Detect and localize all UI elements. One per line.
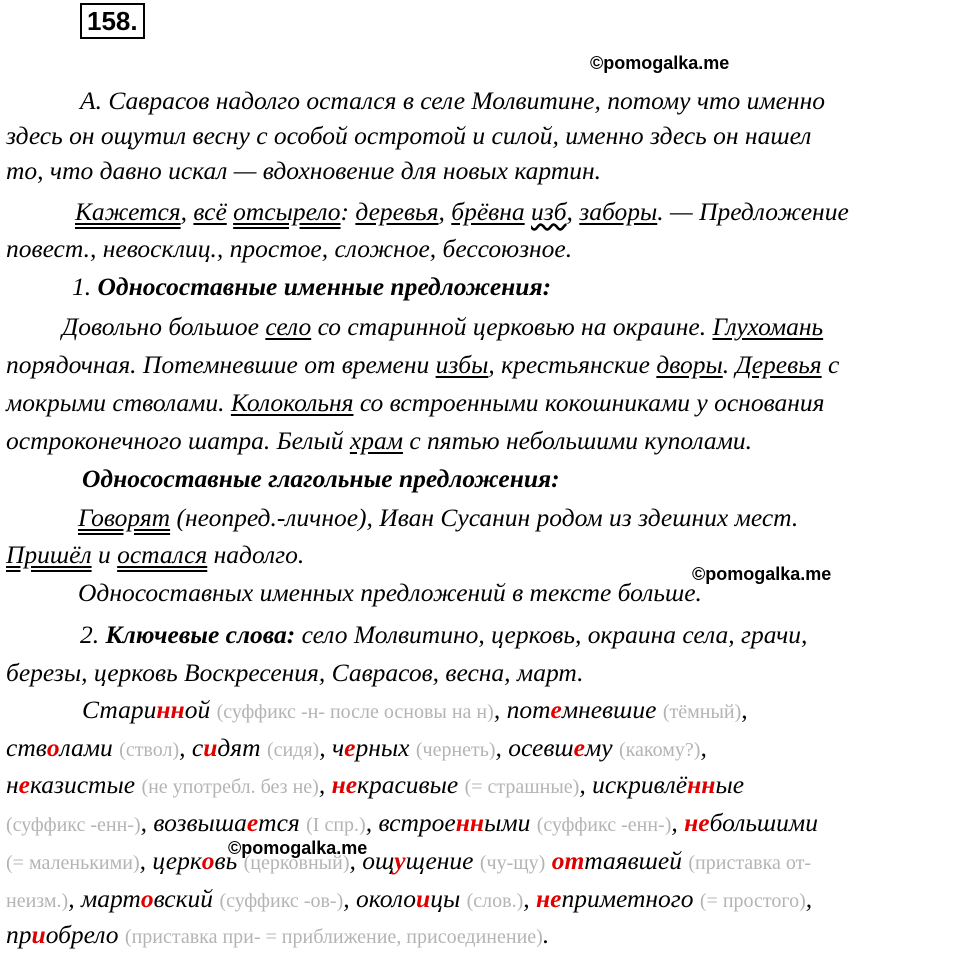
text-line: [72, 272, 946, 302]
text-line: [6, 156, 946, 186]
text-segment: ,: [180, 197, 194, 226]
text-line: [75, 197, 946, 227]
text-segment: му: [585, 733, 619, 762]
highlighted-letter: нн: [156, 695, 185, 724]
text-segment: ств: [6, 733, 47, 762]
text-line: [80, 86, 946, 116]
text-line: [6, 121, 946, 151]
text-segment: , пот: [493, 695, 551, 724]
highlighted-letter: е: [573, 733, 585, 762]
text-segment: и: [91, 540, 118, 569]
text-line: [80, 620, 946, 650]
text-segment: цы: [430, 884, 467, 913]
text-line: [6, 920, 946, 952]
text-segment: , с: [179, 733, 204, 762]
text-line: [6, 234, 946, 264]
highlighted-letter: не: [331, 770, 358, 799]
highlighted-letter: не: [684, 808, 710, 837]
text-segment: брёвна: [451, 197, 525, 226]
text-segment: .: [542, 920, 550, 949]
text-segment: с: [821, 350, 840, 379]
text-segment: Односоставных именных предложений в тексте больше.: [78, 578, 702, 607]
text-line: [6, 846, 946, 878]
text-segment: ,: [523, 884, 536, 913]
text-segment: остался: [117, 540, 208, 569]
text-line: [6, 884, 946, 916]
text-line: [82, 464, 946, 494]
note-text: (сидя): [266, 739, 320, 761]
text-line: [82, 695, 946, 727]
note-text: (церковный): [243, 852, 350, 874]
text-segment: А. Саврасов надолго остался в селе Молвитине, потому что именно: [80, 86, 825, 115]
text-segment: вский: [153, 884, 220, 913]
note-text: (какому?): [618, 739, 701, 761]
text-segment: , около: [343, 884, 417, 913]
text-segment: ,: [438, 197, 452, 226]
highlighted-letter: от: [551, 846, 585, 875]
text-segment: , церк: [139, 846, 202, 875]
text-segment: с пятью небольшими куполами.: [402, 426, 753, 455]
highlighted-letter: е: [246, 808, 259, 837]
text-segment: Односоставные глагольные предложения:: [82, 464, 560, 493]
text-segment: тся: [258, 808, 307, 837]
note-text: (суффикс -енн-): [6, 814, 141, 836]
text-segment: , крестьянские: [488, 350, 657, 379]
note-text: (= маленькими): [6, 852, 140, 874]
text-segment: со старинной церковью на окраине.: [311, 312, 713, 341]
highlighted-letter: о: [46, 733, 60, 762]
note-text: (суффикс -енн-): [536, 814, 672, 836]
text-segment: , возвыша: [140, 808, 247, 837]
text-line: [6, 540, 946, 570]
text-segment: н: [6, 770, 19, 799]
text-line: [78, 503, 946, 533]
note-text: (суффикс -ов-): [219, 890, 344, 912]
text-segment: :: [340, 197, 356, 226]
highlighted-letter: не: [535, 884, 562, 913]
highlighted-letter: и: [203, 733, 218, 762]
text-segment: всё: [193, 197, 227, 226]
note-text: (= простого): [699, 890, 806, 912]
text-segment: мокрыми стволами.: [6, 388, 231, 417]
text-segment: красивые: [357, 770, 465, 799]
text-segment: казистые: [29, 770, 142, 799]
text-segment: деревья: [355, 197, 439, 226]
highlighted-letter: нн: [687, 770, 716, 799]
text-segment: лами: [59, 733, 120, 762]
highlighted-letter: о: [201, 846, 215, 875]
text-line: [6, 658, 946, 688]
text-segment: обрело: [45, 920, 125, 949]
text-segment: село Молвитино, церковь, окраина села, грачи,: [295, 620, 808, 649]
text-segment: ые: [715, 770, 745, 799]
text-segment: Глухомань: [712, 312, 824, 341]
text-segment: заборы: [579, 197, 658, 226]
highlighted-letter: о: [140, 884, 154, 913]
note-text: (суффикс -н- после основы на н): [216, 701, 494, 723]
text-segment: дят: [217, 733, 267, 762]
text-segment: село: [265, 312, 312, 341]
text-segment: Ключевые слова:: [105, 620, 296, 649]
text-segment: мневшие: [561, 695, 663, 724]
text-segment: пр: [6, 920, 32, 949]
text-line: [6, 388, 946, 418]
text-segment: ,: [805, 884, 813, 913]
text-segment: ,: [741, 695, 748, 724]
text-segment: вь: [214, 846, 244, 875]
text-segment: , искривлё: [579, 770, 688, 799]
text-segment: 1.: [72, 272, 98, 301]
text-segment: ыми: [484, 808, 537, 837]
note-text: (приставка при- = приближение, присоединение): [124, 926, 543, 948]
text-segment: Говорят: [78, 503, 171, 532]
note-text: (приставка от-: [688, 852, 812, 874]
text-segment: Односоставные именные предложения:: [97, 272, 552, 301]
text-segment: рных: [355, 733, 416, 762]
text-line: [6, 733, 946, 765]
note-text: (ствол): [119, 739, 180, 761]
text-segment: , ч: [319, 733, 345, 762]
text-segment: со встроенными кокошниками у основания: [353, 388, 825, 417]
exercise-number: 158.: [80, 3, 145, 39]
text-segment: Деревья: [735, 350, 822, 379]
text-line: [78, 578, 946, 608]
text-segment: березы, церковь Воскресения, Саврасов, весна, март.: [6, 658, 584, 687]
highlighted-letter: нн: [455, 808, 485, 837]
text-segment: (неопред.-личное), Иван Сусанин родом из здешних мест.: [170, 503, 799, 532]
highlighted-letter: е: [550, 695, 562, 724]
text-segment: отсырело: [233, 197, 341, 226]
note-text: (= страшные): [464, 776, 580, 798]
watermark: ©pomogalka.me: [228, 838, 368, 858]
text-line: [6, 426, 946, 456]
text-segment: Пришёл: [6, 540, 92, 569]
text-segment: дворы: [656, 350, 723, 379]
note-text: неизм.): [6, 890, 69, 912]
text-segment: приметного: [561, 884, 700, 913]
highlighted-letter: е: [18, 770, 30, 799]
highlighted-letter: е: [344, 733, 356, 762]
note-text: (чу-щу): [479, 852, 546, 874]
text-segment: ,: [671, 808, 685, 837]
note-text: (чернеть): [415, 739, 496, 761]
text-line: [62, 312, 946, 342]
text-line: [6, 770, 946, 802]
text-segment: повест., невосклиц., простое, сложное, бессоюзное.: [6, 234, 573, 263]
note-text: (I спр.): [306, 814, 366, 836]
text-segment: Кажется: [75, 197, 181, 226]
note-text: (не употребл. без не): [141, 776, 319, 798]
text-segment: 2.: [80, 620, 106, 649]
highlighted-letter: и: [31, 920, 46, 949]
text-segment: , встрое: [365, 808, 456, 837]
text-segment: изб: [531, 197, 567, 226]
text-segment: , ощ: [349, 846, 395, 875]
text-line: [6, 808, 946, 840]
text-segment: Стари: [82, 695, 157, 724]
text-segment: ,: [700, 733, 707, 762]
note-text: (слов.): [466, 890, 524, 912]
text-segment: избы: [435, 350, 489, 379]
note-text: (тёмный): [662, 701, 742, 723]
text-line: [6, 350, 946, 380]
watermark: ©pomogalka.me: [692, 564, 832, 584]
text-segment: .: [722, 350, 736, 379]
text-segment: . — Предложение: [657, 197, 849, 226]
text-segment: Колокольня: [230, 388, 354, 417]
highlighted-letter: и: [416, 884, 431, 913]
watermark: ©pomogalka.me: [590, 53, 730, 73]
text-segment: остроконечного шатра. Белый: [6, 426, 350, 455]
text-segment: , осевш: [495, 733, 574, 762]
text-segment: таявшей: [584, 846, 689, 875]
text-segment: ,: [318, 770, 332, 799]
text-segment: Довольно большое: [62, 312, 266, 341]
highlighted-letter: у: [394, 846, 406, 875]
text-segment: то, что давно искал — вдохновение для новых картин.: [6, 156, 602, 185]
text-segment: храм: [349, 426, 403, 455]
text-segment: ой: [184, 695, 217, 724]
text-segment: , март: [68, 884, 141, 913]
text-segment: ,: [566, 197, 580, 226]
text-segment: здесь он ощутил весну с особой остротой и силой, именно здесь он нашел: [6, 121, 812, 150]
text-segment: надолго.: [207, 540, 305, 569]
text-segment: большими: [709, 808, 818, 837]
text-segment: порядочная. Потемневшие от времени: [6, 350, 436, 379]
text-segment: щение: [405, 846, 480, 875]
